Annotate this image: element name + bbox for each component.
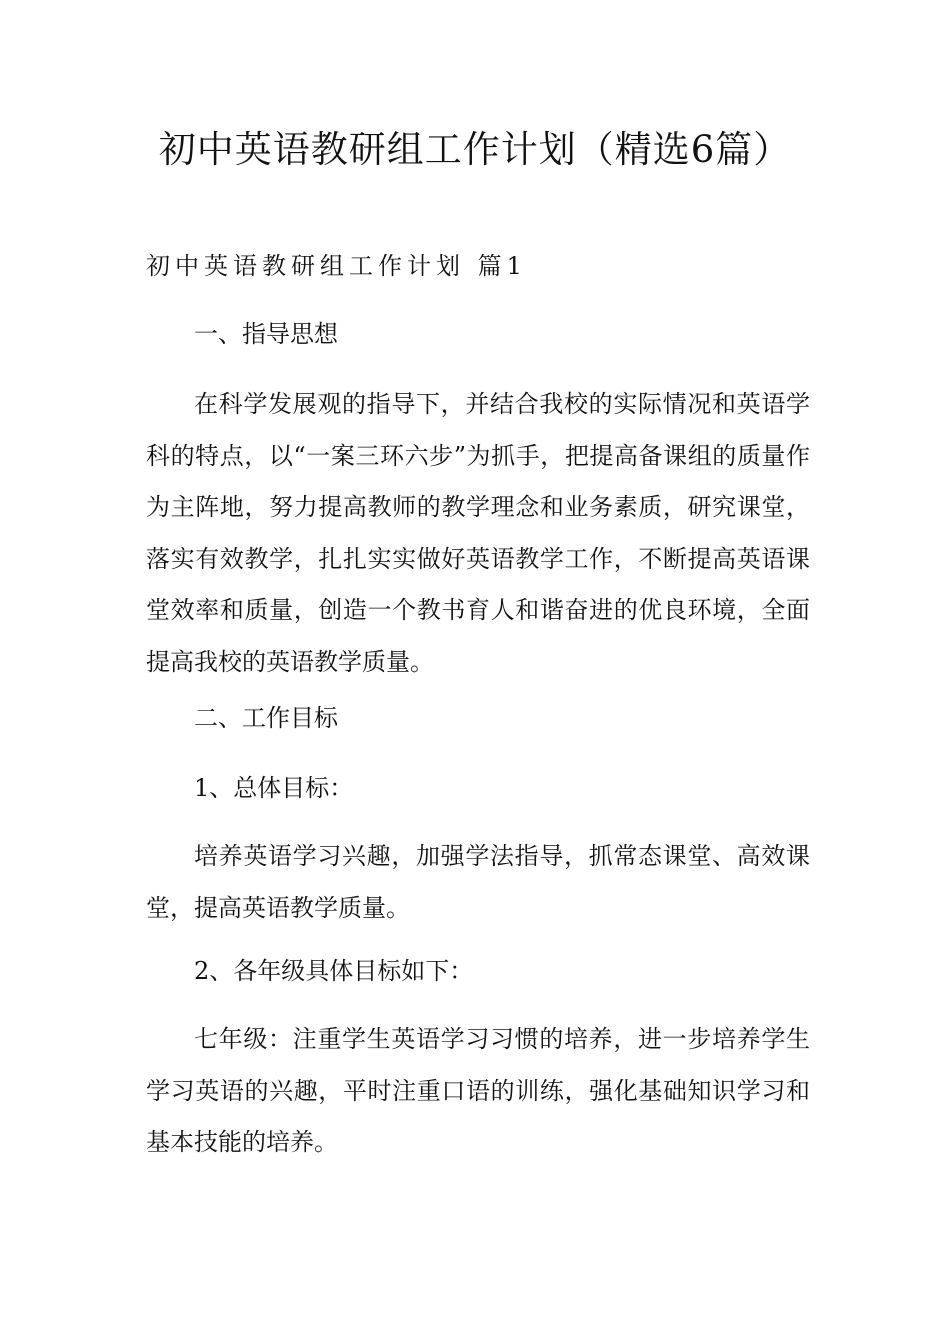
document-title: 初中英语教研组工作计划（精选6篇） <box>158 128 792 171</box>
heading-overall-goal: 1、总体目标： <box>194 774 354 802</box>
paragraph-overall-goal: 培养英语学习兴趣，加强学法指导，抓常态课堂、高效课堂，提高英语教学质量。 <box>146 842 810 922</box>
heading-guiding-principle: 一、指导思想 <box>194 320 338 348</box>
heading-grade-goals: 2、各年级具体目标如下： <box>194 957 474 985</box>
section-heading: 初中英语教研组工作计划 篇1 <box>146 252 527 280</box>
heading-work-goals: 二、工作目标 <box>194 704 338 732</box>
paragraph-guiding-principle: 在科学发展观的指导下，并结合我校的实际情况和英语学科的特点，以“一案三环六步”为抓手，把提高备课组的质量作为主阵地，努力提高教师的教学理念和业务素质，研究课堂，落实有效教学，扎扎实实做好英语教学工作，不断提高英语课堂效率和质量，创造一个教书育人和谐奋进的优良环境，全面提高我校的英语教学质量。 <box>146 390 810 676</box>
paragraph-grade-seven: 七年级：注重学生英语学习习惯的培养，进一步培养学生学习英语的兴趣，平时注重口语的训练，强化基础知识学习和基本技能的培养。 <box>146 1025 810 1156</box>
